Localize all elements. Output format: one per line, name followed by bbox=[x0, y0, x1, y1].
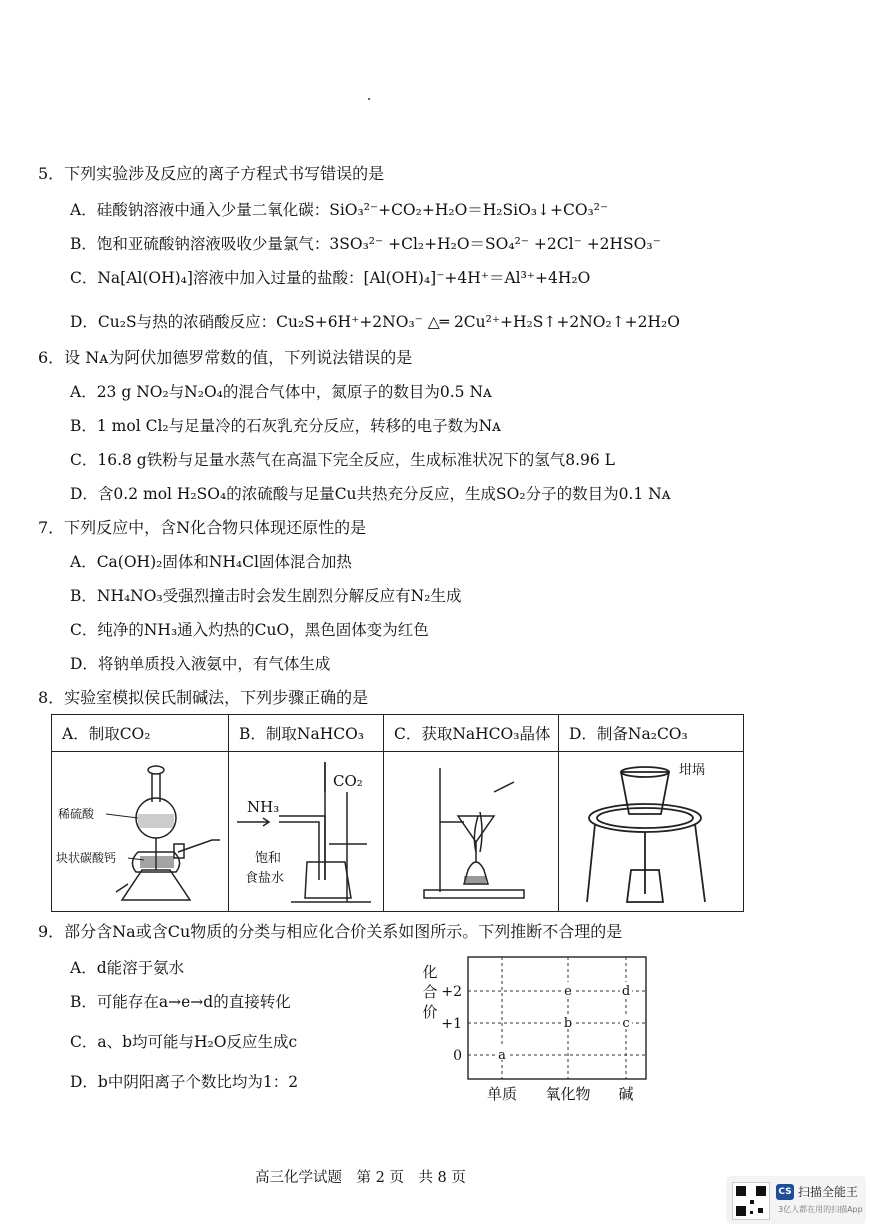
q8-table bbox=[51, 714, 744, 912]
q6-option-d: D．含0.2 mol H₂SO₄的浓硫酸与足量Cu共热充分反应，生成SO₂分子的数目为0.1 Nᴀ bbox=[70, 485, 671, 503]
label-dilute-sulfuric-acid: 稀硫酸 bbox=[58, 807, 95, 821]
q6-option-b: B．1 mol Cl₂与足量冷的石灰乳充分反应，转移的电子数为Nᴀ bbox=[70, 417, 501, 435]
label-saturated: 饱和 bbox=[255, 851, 282, 866]
q7-option-a: A．Ca(OH)₂固体和NH₄Cl固体混合加热 bbox=[70, 553, 352, 571]
point-d: d bbox=[621, 984, 631, 999]
label-nh3: NH₃ bbox=[247, 798, 280, 816]
y-tick-label: 0 bbox=[453, 1048, 462, 1064]
y-axis-label: 化 bbox=[422, 963, 438, 981]
q8-header-b: B．制取NaHCO₃ bbox=[229, 715, 384, 752]
cs-logo-icon: CS bbox=[776, 1184, 794, 1200]
qr-code-icon bbox=[732, 1182, 770, 1220]
q7-option-b: B．NH₄NO₃受强烈撞击时会发生剧烈分解反应有N₂生成 bbox=[70, 587, 462, 605]
y-tick-label: +2 bbox=[441, 984, 462, 1000]
point-a: a bbox=[498, 1048, 506, 1063]
q7-option-c: C．纯净的NH₃通入灼热的CuO，黑色固体变为红色 bbox=[70, 621, 429, 639]
q6-option-c: C．16.8 g铁粉与足量水蒸气在高温下完全反应，生成标准状况下的氢气8.96 L bbox=[70, 451, 615, 469]
q9-option-b: B．可能存在a→e→d的直接转化 bbox=[70, 993, 291, 1011]
q8-figure-c bbox=[384, 752, 559, 912]
label-crucible: 坩埚 bbox=[679, 763, 706, 778]
q6-stem: 6．设 Nᴀ为阿伏加德罗常数的值，下列说法错误的是 bbox=[38, 348, 413, 367]
q6-option-a: A．23 g NO₂与N₂O₄的混合气体中，氮原子的数目为0.5 Nᴀ bbox=[70, 383, 492, 401]
q9-valence-chart bbox=[410, 955, 670, 1115]
q8-header-c: C．获取NaHCO₃晶体 bbox=[384, 715, 559, 752]
label-co2: CO₂ bbox=[333, 772, 363, 790]
y-axis-label: 价 bbox=[422, 1003, 438, 1021]
q8-figure-d bbox=[559, 752, 744, 912]
q7-stem: 7．下列反应中，含N化合物只体现还原性的是 bbox=[38, 518, 367, 537]
q9-option-c: C．a、b均可能与H₂O反应生成c bbox=[70, 1033, 298, 1051]
q8-figure-b bbox=[229, 752, 384, 912]
badge-title: 扫描全能王 bbox=[798, 1185, 859, 1199]
label-brine: 食盐水 bbox=[245, 871, 285, 886]
x-tick-label: 碱 bbox=[618, 1085, 634, 1103]
q5-option-c: C．Na[Al(OH)₄]溶液中加入过量的盐酸：[Al(OH)₄]⁻+4H⁺＝Al³⁺+4H₂O bbox=[70, 269, 591, 287]
q9-option-a: A．d能溶于氨水 bbox=[70, 959, 185, 977]
page-footer: 高三化学试题 第 2 页 共 8 页 bbox=[255, 1170, 466, 1186]
q5-option-d: D．Cu₂S与热的浓硝酸反应：Cu₂S+6H⁺+2NO₃⁻ △═ 2Cu²⁺+H₂S↑+2NO₂↑+2H₂O bbox=[70, 313, 680, 331]
q9-option-d: D．b中阴阳离子个数比均为1：2 bbox=[70, 1073, 299, 1091]
stray-dot bbox=[368, 98, 370, 100]
point-c: c bbox=[622, 1016, 630, 1031]
q8-figure-a bbox=[52, 752, 229, 912]
badge-subtitle: 3亿人都在用的扫描App bbox=[778, 1205, 863, 1214]
q8-header-d: D．制备Na₂CO₃ bbox=[559, 715, 744, 752]
chart-frame bbox=[468, 957, 646, 1079]
point-b: b bbox=[563, 1016, 573, 1031]
y-tick-label: +1 bbox=[441, 1016, 462, 1032]
scanner-badge bbox=[726, 1176, 866, 1224]
q7-option-d: D．将钠单质投入液氨中，有气体生成 bbox=[70, 655, 331, 673]
q5-stem: 5．下列实验涉及反应的离子方程式书写错误的是 bbox=[38, 164, 385, 183]
label-calcium-carbonate: 块状碳酸钙 bbox=[56, 851, 117, 865]
q9-stem: 9．部分含Na或含Cu物质的分类与相应化合价关系如图所示。下列推断不合理的是 bbox=[38, 922, 623, 941]
q5-option-b: B．饱和亚硫酸钠溶液吸收少量氯气：3SO₃²⁻ +Cl₂+H₂O＝SO₄²⁻ +2Cl⁻ +2HSO₃⁻ bbox=[70, 235, 661, 253]
q5-option-a: A．硅酸钠溶液中通入少量二氧化碳：SiO₃²⁻+CO₂+H₂O＝H₂SiO₃↓+CO₃²⁻ bbox=[70, 201, 609, 219]
q8-header-a: A．制取CO₂ bbox=[52, 715, 229, 752]
point-e: e bbox=[564, 984, 572, 999]
q8-stem: 8．实验室模拟侯氏制碱法，下列步骤正确的是 bbox=[38, 688, 369, 707]
y-axis-label: 合 bbox=[422, 983, 438, 1001]
x-tick-label: 单质 bbox=[486, 1085, 518, 1103]
x-tick-label: 氧化物 bbox=[545, 1085, 591, 1103]
